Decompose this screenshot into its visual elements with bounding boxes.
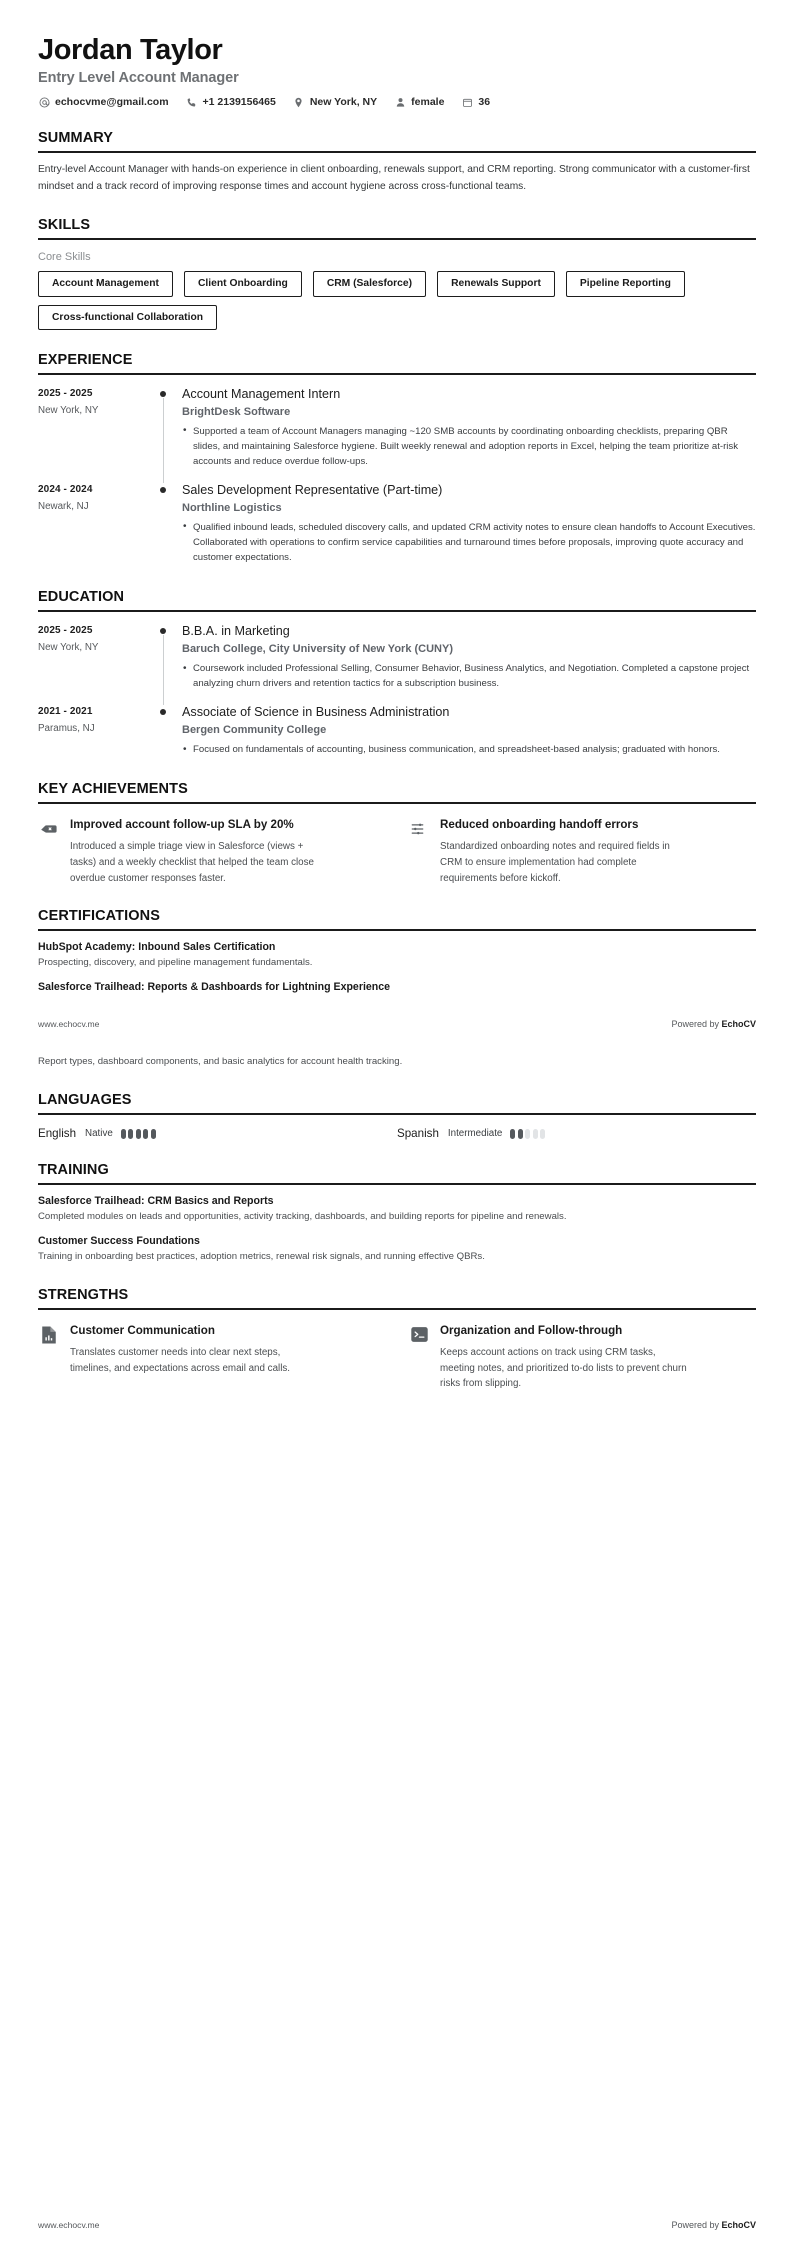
- email-icon: [38, 96, 50, 108]
- entry-institution: Baruch College, City University of New York (CUNY): [182, 643, 453, 656]
- section-divider: [38, 610, 756, 612]
- entry-dates: 2021 - 2021: [38, 706, 93, 718]
- entry-meta: [38, 483, 156, 567]
- contact-gender-value: female: [411, 96, 445, 109]
- candidate-name: Jordan Taylor: [38, 34, 223, 66]
- rating-dot: [525, 1129, 530, 1139]
- bullet-item: • Supported a team of Account Managers managing ~120 SMB accounts by coordinating onboarding checklists, preparing QBR slides, and maintaining Salesforce hygiene. Built weekly renewal and adoption reports in Excel, helping the team prioritize at-risk accounts and reduce overdue follow-ups.: [182, 424, 756, 469]
- contact-phone-value: +1 2139156465: [202, 96, 276, 109]
- entry-meta: [38, 705, 156, 759]
- entry-organization: Northline Logistics: [182, 501, 282, 514]
- footer-brand-name: EchoCV: [721, 1019, 756, 1030]
- location-pin-icon: [293, 96, 305, 108]
- language-item: [397, 1127, 756, 1140]
- timeline-dot-icon: [160, 487, 166, 493]
- certification-item: [38, 981, 756, 993]
- section-title-education: EDUCATION: [38, 589, 125, 606]
- section-title-summary: SUMMARY: [38, 130, 114, 147]
- achievement-card-list: [38, 817, 756, 886]
- entry-bullets: [182, 661, 756, 691]
- section-title-skills: SKILLS: [38, 217, 91, 234]
- sliders-icon: [408, 818, 430, 840]
- strength-body: [70, 1323, 320, 1376]
- section-divider: [38, 929, 756, 931]
- certification-title: HubSpot Academy: Inbound Sales Certification: [38, 941, 276, 954]
- contact-age-value: 36: [478, 96, 491, 109]
- footer-powered-label: Powered by: [671, 1019, 722, 1030]
- section-divider: [38, 1308, 756, 1310]
- training-description: Training in onboarding best practices, adoption metrics, renewal risk signals, and running effective QBRs.: [38, 1251, 485, 1262]
- section-divider: [38, 1113, 756, 1115]
- contact-phone[interactable]: [186, 96, 276, 108]
- terminal-icon: [408, 1324, 430, 1346]
- tag-close-icon: [38, 818, 60, 840]
- training-item: [38, 1195, 756, 1225]
- footer-brand: [671, 1019, 756, 1029]
- resume-header: [38, 34, 756, 108]
- entry-content: [176, 705, 756, 759]
- bullet-item: • Focused on fundamentals of accounting, business communication, and spreadsheet-based analysis; graduated with honors.: [182, 742, 756, 757]
- language-rating-dots: [510, 1129, 545, 1139]
- rating-dot: [136, 1129, 141, 1139]
- certification-item: [38, 941, 756, 971]
- section-strengths: [38, 1287, 756, 1392]
- section-divider: [38, 1183, 756, 1185]
- section-training: [38, 1162, 756, 1265]
- section-experience: [38, 352, 756, 567]
- achievement-description: Introduced a simple triage view in Salesforce (views + tasks) and a weekly checklist that helped the team close overdue customer responses faster.: [70, 841, 314, 884]
- entry-location: New York, NY: [38, 405, 99, 416]
- skill-chip: Pipeline Reporting: [566, 271, 685, 296]
- contact-location: [293, 96, 377, 108]
- education-entry: [38, 624, 756, 693]
- experience-entry: [38, 483, 756, 567]
- entry-role: Account Management Intern: [182, 387, 341, 401]
- language-level: Intermediate: [447, 1128, 503, 1140]
- timeline-line: [163, 398, 164, 483]
- person-icon: [394, 96, 406, 108]
- language-level: Native: [85, 1128, 113, 1140]
- entry-bullets: [182, 742, 756, 757]
- strength-description: Keeps account actions on track using CRM tasks, meeting notes, and prioritized to-do lists to prevent churn risks from slipping.: [440, 1346, 687, 1390]
- section-title-key-achievements: KEY ACHIEVEMENTS: [38, 781, 188, 798]
- language-name: English: [38, 1127, 77, 1141]
- strength-card: [38, 1323, 386, 1392]
- entry-degree: Associate of Science in Business Administration: [182, 705, 450, 720]
- entry-dates: 2024 - 2024: [38, 484, 93, 496]
- strength-card: [408, 1323, 756, 1392]
- entry-role: Sales Development Representative (Part-time): [182, 483, 443, 498]
- section-title-strengths: STRENGTHS: [38, 1286, 129, 1303]
- entry-meta: [38, 387, 156, 471]
- entry-bullets: [182, 424, 756, 469]
- entry-location: New York, NY: [38, 642, 99, 654]
- training-item: [38, 1235, 756, 1265]
- timeline-dot-icon: [160, 709, 166, 715]
- footer-powered-label: Powered by: [671, 2220, 722, 2230]
- skills-chip-list: [38, 271, 756, 330]
- entry-organization: BrightDesk Software: [182, 405, 291, 418]
- document-chart-icon: [38, 1324, 60, 1346]
- page-footer-bottom: [0, 2220, 794, 2230]
- experience-entry: [38, 387, 756, 471]
- timeline-marker: [156, 387, 176, 471]
- skill-chip: Account Management: [38, 271, 173, 296]
- section-title-training: TRAINING: [38, 1162, 109, 1179]
- skills-group-label: Core Skills: [38, 251, 91, 264]
- section-title-experience: EXPERIENCE: [38, 352, 133, 368]
- page-footer-inline: [0, 1019, 794, 1029]
- entry-bullets: [182, 520, 756, 565]
- training-title: Customer Success Foundations: [38, 1235, 200, 1247]
- language-rating-dots: [121, 1129, 156, 1139]
- language-list: [38, 1127, 756, 1140]
- training-title: Salesforce Trailhead: CRM Basics and Reports: [38, 1195, 274, 1208]
- rating-dot: [151, 1129, 156, 1139]
- certification-description: Report types, dashboard components, and basic analytics for account health tracking.: [38, 1056, 403, 1068]
- achievement-card: [408, 817, 756, 886]
- footer-brand: [671, 2220, 756, 2230]
- entry-institution: Bergen Community College: [182, 724, 327, 737]
- skill-chip: Renewals Support: [437, 271, 555, 296]
- section-title-certifications: CERTIFICATIONS: [38, 908, 160, 925]
- entry-content: [176, 483, 756, 567]
- achievement-body: [440, 817, 690, 886]
- timeline-marker: [156, 483, 176, 567]
- rating-dot: [518, 1129, 523, 1139]
- contact-gender: [394, 96, 444, 108]
- bullet-item: • Coursework included Professional Selling, Consumer Behavior, Business Analytics, and Negotiation. Completed a capstone project analyzing churn drivers and retention tactics for a subscription business.: [182, 661, 756, 691]
- section-languages: [38, 1092, 756, 1140]
- bullet-item: • Qualified inbound leads, scheduled discovery calls, and updated CRM activity notes to ensure clean handoffs to Account Executives. Collaborated with operations to confirm service capabilities and turnaround times before proposals, improving quote accuracy and customer expectations.: [182, 520, 756, 565]
- contact-location-value: New York, NY: [309, 96, 378, 109]
- education-entry: [38, 705, 756, 759]
- entry-dates: 2025 - 2025: [38, 388, 93, 399]
- section-divider: [38, 802, 756, 804]
- strength-description: Translates customer needs into clear next steps, timelines, and expectations across email and calls.: [70, 1346, 290, 1374]
- calendar-icon: [461, 96, 473, 108]
- entry-dates: 2025 - 2025: [38, 625, 93, 637]
- contact-email[interactable]: [38, 96, 169, 108]
- section-key-achievements: [38, 781, 756, 886]
- strength-card-list: [38, 1323, 756, 1392]
- skill-chip: Client Onboarding: [184, 271, 302, 296]
- achievement-card: [38, 817, 386, 886]
- strength-title: Customer Communication: [70, 1323, 215, 1337]
- achievement-body: [70, 817, 320, 886]
- section-divider: [38, 151, 756, 153]
- language-name: Spanish: [397, 1127, 439, 1141]
- section-education: [38, 589, 756, 759]
- timeline-marker: [156, 624, 176, 693]
- rating-dot: [121, 1129, 126, 1139]
- skill-chip: Cross-functional Collaboration: [38, 305, 217, 330]
- timeline-dot-icon: [160, 628, 166, 634]
- language-item: [38, 1127, 397, 1140]
- entry-location: Paramus, NJ: [38, 723, 95, 735]
- entry-location: Newark, NJ: [38, 501, 89, 513]
- rating-dot: [540, 1129, 545, 1139]
- contact-age: [461, 96, 490, 108]
- section-skills: [38, 217, 756, 330]
- rating-dot: [128, 1129, 133, 1139]
- candidate-job-title: Entry Level Account Manager: [38, 70, 239, 87]
- certification-description: Prospecting, discovery, and pipeline management fundamentals.: [38, 957, 313, 969]
- certification-title: Salesforce Trailhead: Reports & Dashboards for Lightning Experience: [38, 981, 391, 994]
- section-divider: [38, 238, 756, 240]
- skill-chip: CRM (Salesforce): [313, 271, 426, 296]
- timeline-dot-icon: [160, 391, 166, 397]
- section-certifications: [38, 908, 756, 993]
- footer-brand-name: EchoCV: [721, 2220, 756, 2230]
- strength-body: [440, 1323, 690, 1392]
- rating-dot: [510, 1129, 515, 1139]
- timeline-marker: [156, 705, 176, 759]
- entry-degree: B.B.A. in Marketing: [182, 624, 290, 639]
- footer-url[interactable]: www.echocv.me: [38, 2220, 100, 2230]
- achievement-title: Reduced onboarding handoff errors: [440, 818, 639, 832]
- entry-content: [176, 387, 756, 471]
- entry-meta: [38, 624, 156, 693]
- entry-content: [176, 624, 756, 693]
- rating-dot: [533, 1129, 538, 1139]
- summary-text: Entry-level Account Manager with hands-on experience in client onboarding, renewals support, and CRM reporting. Strong communicator with a customer-first mindset and a track record of improving response times and account hygiene across cross-functional teams.: [38, 164, 750, 192]
- strength-title: Organization and Follow-through: [440, 1323, 623, 1337]
- rating-dot: [143, 1129, 148, 1139]
- contact-row: [38, 96, 756, 108]
- timeline-line: [163, 635, 164, 705]
- contact-email-value: echocvme@gmail.com: [55, 96, 169, 109]
- footer-url[interactable]: www.echocv.me: [38, 1019, 100, 1030]
- phone-icon: [186, 96, 198, 108]
- section-title-languages: LANGUAGES: [38, 1092, 132, 1109]
- achievement-title: Improved account follow-up SLA by 20%: [70, 818, 294, 832]
- achievement-description: Standardized onboarding notes and required fields in CRM to ensure implementation had complete requirements before kickoff.: [440, 841, 670, 884]
- section-divider: [38, 373, 756, 375]
- training-description: Completed modules on leads and opportunities, activity tracking, dashboards, and building reports for pipeline and renewals.: [38, 1211, 567, 1223]
- section-summary: [38, 130, 756, 195]
